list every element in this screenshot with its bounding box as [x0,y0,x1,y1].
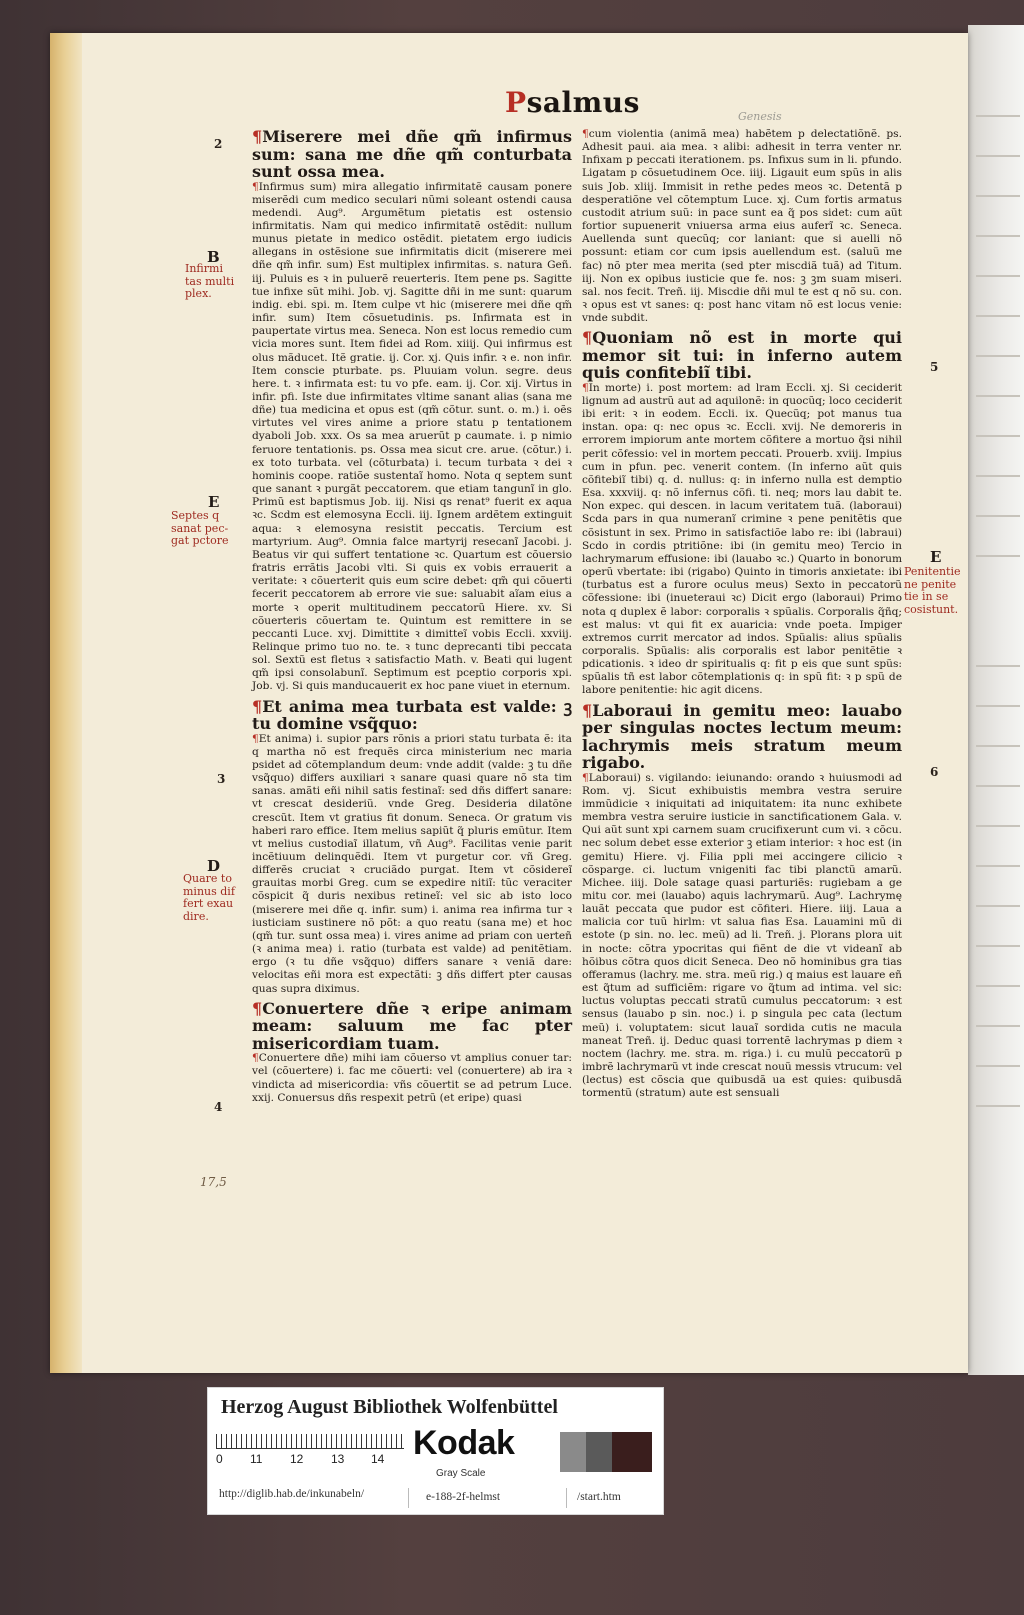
psalm-verse-5: ¶Quoniam nõ est in morte qui memor sit tui: in inferno autem quis confitebiĩ tibi. [582,328,902,383]
commentary-verse-6: ¶Laboraui) s. vigilando: ieiunando: orando ꝛ huiusmodi ad Rom. vj. Sicut exhibuistis membra vestra seruire immũdicie ꝛ iniquitati ad iniquitatem: ita nunc exhibete membra vestra seruire iusticie in sanctificationem Gala. v. Qui aũt sunt xpi carnem suam crucifixerunt cum vi. ꝛ cõcu. nec solum debet esse exterior ꝫ etiam interior: ꝛ hoc est (in gemitu) Hiere. vj. Filia ppli mei accingere cilicio ꝛ cõsparge. ci. luctum vnigeniti fac tibi planctũ amarũ. Michee. iiij. Dole satage quasi parturiẽs: rugiebam a ge mitu cor. mei (lauabo) aquis lachrymarũ. Aug⁹. Lachrymę lauãt peccata que pudor est cõfiteri. Hiere. iiij. Laua a malicia cor tuũ hirlm: vt salua fias Esa. Lauamini mũ di estote (p sin. no. lec. meũ) ad li. Treñ. j. Plorans plora uit in nocte: cõtra ypocritas qui fiẽnt de die vt videanĩ ab hõibus cõtra quos dicit Seneca. Deo nõ hominibus gra tias offeramus (lachry. me. stra. meũ rig.) q maius est lauare eñ est q̃tum ad sufficiẽm: rigare vo q̃tum ad intima. vel sic: luctus voluptas peccati stratũ cumulus peccatorum: ꝛ est sensus (lauabo p sin. noc.) i. p singula pec cata (lectum meũ) i. voluptatem: sicut lauaĩ sordida cutis ne macula maneat Treñ. ij. Deduc quasi torrentẽ lachrymas p diem ꝛ noctem (lachry. me. stra. m. riga.) i. cu mulũ peccatorũ p imbrẽ lachrymarũ vt inde crescat nouũ messis vtrucum: vel (lectus) est cõscia que quibusdã ua est quies: quibusdã tormentũ (stratum) aute est sensuali [582,771,902,1100]
margin-rubric-letter: B [207,248,220,266]
running-head: Psalmus [505,86,640,119]
commentary-verse-5: ¶In morte) i. post mortem: ad lram Eccli. xj. Si ceciderit lignum ad austrũ aut ad aquilonẽ: in quocũq; loco ceciderit ibi erit: ꝛ in eodem. Eccli. ix. Quecũq; pot manus tua instan. opa: q: nec opus ꝛc. Eccli. xvij. Ne demoreris in errorem impiorum ante mortem cõfitere a mortuo q̃si nihil perit cõfessio: vel in mortem peccati. Prouerb. xviij. Impius cum in pfun. pec. venerit contem. (In inferno aũt quis cõfitebiĩ tibi) q. d. nullus: q: in inferno nulla est demptio Esa. xxxviij. q: nõ infernus cõfi. ti. neq; mors lau dabit te. Non expec. qui descen. in lacum veritatem tuã. (laboraui) Scda pars in qua numeranĩ crimine ꝛ pene penitẽtis que cõsistunt in sex. Primo in satisfactiõe labo re: ibi (labraui) Scdo in cordis ptritiõne: ibi (in gemitu meo) Tercio in lachrymarum effusione: ibi (lauabo ꝛc.) Quarto in bonorum operũ vbertate: ibi (rigabo) Quinto in timoris anxietate: ibi (turbatus est a furore oculus meus) Sexto in peccatorũ cõfessione: ibi (inueteraui ꝛc) Dicit ergo (laboraui) Primo nota q duplex ẽ labor: corporalis ꝛ spũalis. Corporalis q̃ñq; est malus: vt qui fit ex auaricia: vnde poeta. Impiger extremos currit mercator ad indos. Spũalis: alius spũalis corporalis. Spũalis: alis corporalis est labor penitẽtie ꝛ pdicationis. ꝛ ideo dr spiritualis q: fit p eis que sunt spũs: spũalis tñ est labor cõtemplationis q: in spũ fit: ꝛ p spũ de labore penitentie: hic agit dicens. [582,381,902,697]
ruler-number: 13 [331,1452,345,1466]
verse-number: 4 [214,1100,223,1114]
gray-swatch [586,1432,612,1472]
ruler-number: 11 [250,1452,263,1466]
psalm-verse-4: ¶Conuertere dñe ꝛ eripe animam meam: saluum me fac pter misericordiam tuam. [252,998,572,1053]
page-gutter-edge [50,33,82,1373]
commentary-verse-4: ¶Conuertere dñe) mihi iam cõuerso vt amplius conuer tar: vel (cõuertere) i. fac me cõuerti: vel (conuertere) ab ira ꝛ vindicta ad misericordia: vñs cõuertit se ad petrum Luce. xxij. Conuersus dñs respexit petrũ (et eripe) quasi [252,1052,572,1104]
margin-note-penitentie: Penitentie ne penite tie in se cosistunt. [904,565,961,616]
psalm-verse-2: ¶Miserere mei dñe qm̃ infirmus sum: sana me dñe qm̃ conturbata sunt ossa mea. [252,127,572,181]
commentary-verse-3: ¶Et anima) i. supior pars rõnis a priori statu turbata ẽ: ita q martha nõ est frequẽs circa ministerium nec maria psidet ad cõtemplandum deum: vnde addit (valde: ꝫ tu dñe vsq̃quo) differs auxiliari ꝛ sanare quasi quare nõ sta tim sanas. amãti eñi nihil satis festinaĩ: sed dñs differt sanare: vt crescat desideriũ. vnde Greg. Desideria dilatõne crescũt. Item vt gratius fit donum. Seneca. Or gratum vis haberi raro effice. Item melius sapiũt q̃ pluris emũtur. Item vt melius custodiaĩ illatum, vñ Aug⁹. Facilitas venie parit incẽtiuum delinquẽdi. Item vt purgetur cor. vñ Greg. differẽs cruciat ꝛ cruciãdo purgat. Item vt cõsidereĩ grauitas morbi Greg. cum se expedire nitiĩ: tũc veraciter cõspicit q̃ duris nexibus retineĩ: vel sic ab isto loco (miserere mei dñe q. infir. sum) i. anima rea infirma tur ꝛ iusticiam sustinere nõ põt: a quo reatu (sana me) et hoc (qm̃ tur. sunt ossa mea) i. vires anime ad priam con uerteñ (ꝛ anima mea) i. ratio (turbata est valde) ad penitẽtiam. ergo (ꝛ tu dñe vsq̃quo) differs sanare ꝛ veniã dare: velocitas eñi mora est expectãti: ꝫ dñs differt pter causas quas supra diximus. [252,732,572,995]
verse-number: 6 [930,765,939,779]
commentary-verse-2: ¶Infirmus sum) mira allegatio infirmitatẽ causam ponere miserẽdi cum medico seculari nũmi soleant ostendi causa medendi. Aug⁹. Argumẽtum pietatis est ostensio infirmitatis. Nam qui medico infirmitatẽ ostẽdit: nullum munus pietate in medico ostẽdit. pietatem ergo iudicis allegans in ostẽsione sue infirmitatis dicit (miserere mei dñe qm̃ infir. sum) Est multiplex infirmitas. s. natura Geñ. iij. Puluis es ꝛ in puluerẽ reuerteris. Item pene ps. Sagitte tue infixe sũt mihi. Job. vj. Sagitte dñi in me sunt: quarum indig. ebi. spi. m. Item culpe vt hic (miserere mei dñe qm̃ infir. sum) Item cõsuetudinis. ps. Infirmata est in paupertate virtus mea. Seneca. Non est locus remedio cum vicia mores sunt. Item fidei ad Rom. xiiij. Qui infirmus est olus mãducet. Itẽ gratie. ij. Cor. xj. Quis infir. ꝛ e. non infir. Item conscie pturbate. ps. Pluuiam volun. segre. deus here. t. ꝛ infirmata est: tu vo pfe. eam. ij. Cor. xij. Virtus in infir. pfi. Iste due infirmitates vltime sanant alias (sana me dñe) tua medicina et opus est (qm̃ cõtur. sunt. o. m.) i. oẽs virtutes vel vires anime a priore statu p tentationem dyaboli Job. xxx. Os sa mea aruerũt p caumate. i. p nimio feruore tentationis. ps. Ossa mea sicut cre. arue. (cõtur.) i. ex toto turbata. vel (cõturbata) i. tecum turbata ꝛ dei ꝛ hominis coope. ratiõe sustentaĩ homo. Nota q septem sunt que sanant ꝛ purgãt peccatorem. que etiam tangunĩ in glo. Primũ est baptismus Job. iij. Nisi qs renat⁹ fuerit ex aqua ꝛc. Scdm est elemosyna Eccli. iij. Ignem ardẽtem extinguit aqua: ꝛ elemosyna resistit peccatis. Tercium est martyrium. Aug⁹. Omnia falce martyrij resecanĩ Jacobi. j. Beatus vir qui suffert tentatione ꝛc. Quartum est cõuersio fratris errãtis Jacobi vlti. Si quis ex vobis errauerit a veritate: ꝛ cõuerterit quis eum scire debet: qm̃ qui cõuerti fecerit peccatorem ab errore vie sue: saluabit aĩam eius a morte ꝛ operit multitudinem peccatorũ Hiere. xv. Si cõuerteris cõuertam te. Quintum est remittere in se peccanti Luce. xvj. Dimittite ꝛ dimitteĩ vobis Eccli. xxviij. Relinque primo tuo no. te. ꝛ tunc deprecanti tibi peccata sol. Sextũ est fletus ꝛ satisfactio Math. v. Beati qui lugent qm̃ ipsi consolabunĩ. Septimum est pceptio corporis xpi. Job. vj. Si quis manducauerit ex hoc pane viuet in eternum. [252,180,572,693]
margin-rubric-letter: E [208,493,220,511]
commentary-verse-4-continued: ¶cum violentia (animã mea) habẽtem p delectatiõnẽ. ps. Adhesit paui. aia mea. ꝛ alibi: adhesit in terra venter nr. Infixam p peccati iterationem. ps. Infixus sum in li. pfundo. Ligatam p cõsuetudinem Oce. iiij. Ligauit eum spũs in alis suis Job. xliij. Immisit in rethe pedes meos ꝛc. Detentã p desperatiõne vel cõtemptum Luce. xj. Cum fortis armatus custodit atrium suũ: in pace sunt ea q̃ pos sidet: cum aũt fortior supuenerit vniuersa arma eius auferĩ ꝛc. Seneca. Auellenda sunt quecũq; cor laniant: que si auelli nõ possunt: etiam cor cum ipsis auellendum est. (saluũ me fac) nõ pter mea merita (sed pter miscdiã tuã) ad Titum. iij. Non ex opibus iusticie que fe. nos: ꝫ ꝫm suam miseri. sal. nos fecit. Treñ. iij. Miscdie dñi mul te est q nõ su. con. ꝛ opus est vt sanes: q: post hanc vitam nõ est locus venie: vnde subdit. [582,128,902,325]
facing-page-edge [968,25,1024,1375]
library-color-target [207,1387,664,1515]
kodak-logo: Kodak [413,1424,515,1462]
psalm-verse-6: ¶Laboraui in gemitu meo: lauabo per singulas noctes lectum meum: lachrymis meis stratum meum rigabo. [582,700,902,773]
scale-ruler [216,1434,404,1449]
verse-number: 5 [930,360,939,374]
library-url: http://diglib.hab.de/inkunabeln/ [219,1488,365,1500]
margin-rubric-letter: E [930,548,942,566]
text-column-left [252,128,572,1105]
verse-number: 3 [217,772,226,786]
ruler-number: 12 [290,1452,304,1466]
text-column-right [582,128,902,1101]
handwritten-note: 17,5 [200,1175,227,1189]
verse-number: 2 [214,137,223,151]
item-identifier: e-188-2f-helmst [426,1491,501,1503]
gray-swatch [560,1432,586,1472]
ruler-number: 14 [371,1452,385,1466]
library-name: Herzog August Bibliothek Wolfenbüttel [221,1396,558,1418]
gray-scale-caption: Gray Scale [436,1468,486,1479]
dark-swatch [612,1432,652,1472]
margin-note-quare: Quare to minus dif fert exau dire. [183,872,235,923]
margin-note-septem: Septes q sanat pec- gat pctore [171,509,229,547]
psalm-verse-3: ¶Et anima mea turbata est valde: ꝫ tu domine vsq̃quo: [252,696,572,734]
margin-note-infirmitas: Infirmi tas multi plex. [185,262,235,300]
start-page: /start.htm [577,1491,621,1503]
pencil-annotation: Genesis [738,110,782,123]
margin-rubric-letter: D [207,857,221,875]
ruler-number: 0 [216,1452,223,1466]
